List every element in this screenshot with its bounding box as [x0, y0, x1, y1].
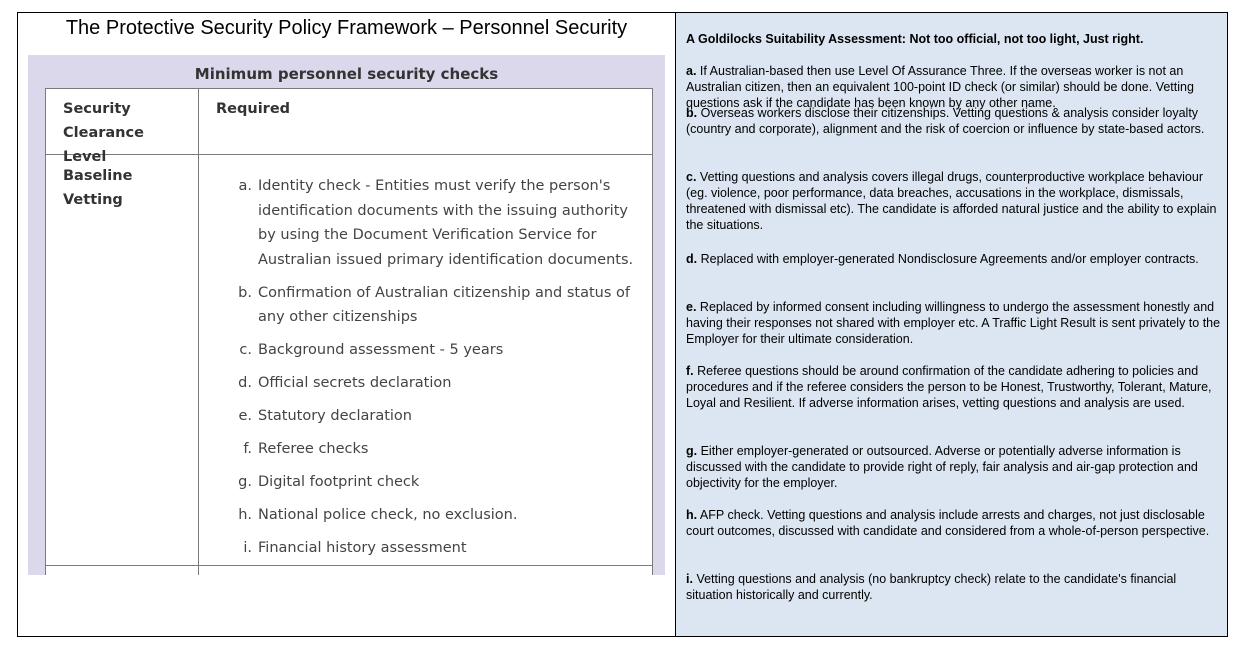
table-caption: Minimum personnel security checks	[194, 65, 499, 83]
goldilocks-item-marker: c.	[686, 170, 697, 184]
item-text: National police check, no exclusion.	[258, 507, 518, 523]
item-text: Official secrets declaration	[258, 375, 452, 391]
document-frame	[17, 12, 1228, 637]
required-check-item	[238, 338, 638, 363]
goldilocks-item-text: If Australian-based then use Level Of Assurance Three. If the overseas worker is not an Australian citizen, then an equivalent 100-point ID check (or similar) should be done. Vetting questions ask if the candidate has been known by any other name.	[686, 64, 1194, 110]
required-check-item	[238, 437, 638, 462]
goldilocks-item-text: Referee questions should be around confirmation of the candidate adhering to policies and procedures and if the referee considers the person to be Honest, Trustworthy, Tolerant, Mature, Loyal and Resilient. If adverse information arises, vetting questions and analysis are used.	[686, 364, 1212, 410]
header-security-clearance-level: Security Clearance Level	[63, 101, 144, 165]
item-marker: a.	[238, 178, 252, 194]
required-check-item	[238, 536, 638, 561]
required-check-item	[238, 281, 638, 330]
required-checks-list	[238, 174, 638, 569]
goldilocks-item-marker: f.	[686, 364, 694, 378]
item-text: Identity check - Entities must verify the person's identification documents with the issuing authority by using the Document Verification Service for Australian issued primary identification documents.	[258, 178, 634, 268]
item-marker: d.	[238, 375, 252, 391]
goldilocks-item	[686, 299, 1226, 347]
item-marker: i.	[243, 540, 252, 556]
item-marker: c.	[239, 342, 252, 358]
pspf-title: The Protective Security Policy Framework – Personnel Security	[65, 17, 628, 39]
item-marker: f.	[243, 441, 252, 457]
goldilocks-item-text: Replaced with employer-generated Nondisclosure Agreements and/or employer contracts.	[700, 252, 1199, 266]
goldilocks-item-marker: e.	[686, 300, 697, 314]
goldilocks-item-text: Replaced by informed consent including willingness to undergo the assessment honestly and having their responses not shared with employer etc. A Traffic Light Result is sent privately to the Employer for their ultimate consideration.	[686, 300, 1221, 346]
item-text: Referee checks	[258, 441, 369, 457]
item-marker: g.	[238, 474, 252, 490]
item-marker: e.	[238, 408, 252, 424]
column-divider	[198, 89, 199, 575]
goldilocks-item-marker: d.	[686, 252, 698, 266]
goldilocks-item-text: Vetting questions and analysis (no bankruptcy check) relate to the candidate's financial situation historically and currently.	[686, 572, 1177, 602]
item-text: Financial history assessment	[258, 540, 467, 556]
item-text: Background assessment - 5 years	[258, 342, 504, 358]
goldilocks-item-marker: h.	[686, 508, 698, 522]
goldilocks-item	[686, 169, 1226, 233]
goldilocks-item-text: Either employer-generated or outsourced. Adverse or potentially adverse information is discussed with the candidate to provide right of reply, fair analysis and air-gap protection and objectivity for the employer.	[686, 444, 1198, 490]
goldilocks-item-marker: a.	[686, 64, 697, 78]
goldilocks-item	[686, 105, 1226, 137]
goldilocks-item	[686, 363, 1226, 411]
goldilocks-item	[686, 251, 1226, 267]
goldilocks-item	[686, 63, 1226, 111]
clearance-level-baseline-vetting: Baseline Vetting	[63, 168, 133, 208]
goldilocks-item	[686, 507, 1226, 539]
item-text: Digital footprint check	[258, 474, 420, 490]
screenshot-panel	[28, 55, 665, 575]
personnel-checks-table	[45, 88, 653, 575]
goldilocks-item-marker: b.	[686, 106, 698, 120]
required-check-item	[238, 470, 638, 495]
item-text: Confirmation of Australian citizenship and status of any other citizenships	[258, 284, 630, 325]
goldilocks-item-text: AFP check. Vetting questions and analysis include arrests and charges, not just disclosable court outcomes, discussed with candidate and considered from a whole-of-person perspective.	[686, 508, 1210, 538]
goldilocks-column	[676, 13, 1227, 636]
item-marker: h.	[238, 507, 252, 523]
required-check-item	[238, 503, 638, 528]
goldilocks-item	[686, 443, 1226, 491]
goldilocks-item-text: Vetting questions and analysis covers illegal drugs, counterproductive workplace behaviour (eg. violence, poor performance, data breaches, accusations in the workplace, dismissals, threatened with dismissal etc). The candidate is afforded natural justice and the ability to explain the situations.	[686, 170, 1217, 232]
goldilocks-item-text: Overseas workers disclose their citizenships. Vetting questions & analysis consider loyalty (country and corporate), alignment and the risk of coercion or influence by state-based actors.	[686, 106, 1205, 136]
pspf-column	[18, 13, 675, 636]
item-text: Statutory declaration	[258, 408, 412, 424]
goldilocks-item-marker: i.	[686, 572, 693, 586]
required-check-item	[238, 371, 638, 396]
goldilocks-item	[686, 571, 1226, 603]
required-check-item	[238, 174, 638, 272]
goldilocks-item-marker: g.	[686, 444, 698, 458]
header-required: Required	[216, 101, 291, 117]
goldilocks-title: A Goldilocks Suitability Assessment: Not too official, not too light, Just right.	[686, 32, 1144, 46]
item-marker: b.	[238, 284, 252, 301]
required-check-item	[238, 404, 638, 429]
